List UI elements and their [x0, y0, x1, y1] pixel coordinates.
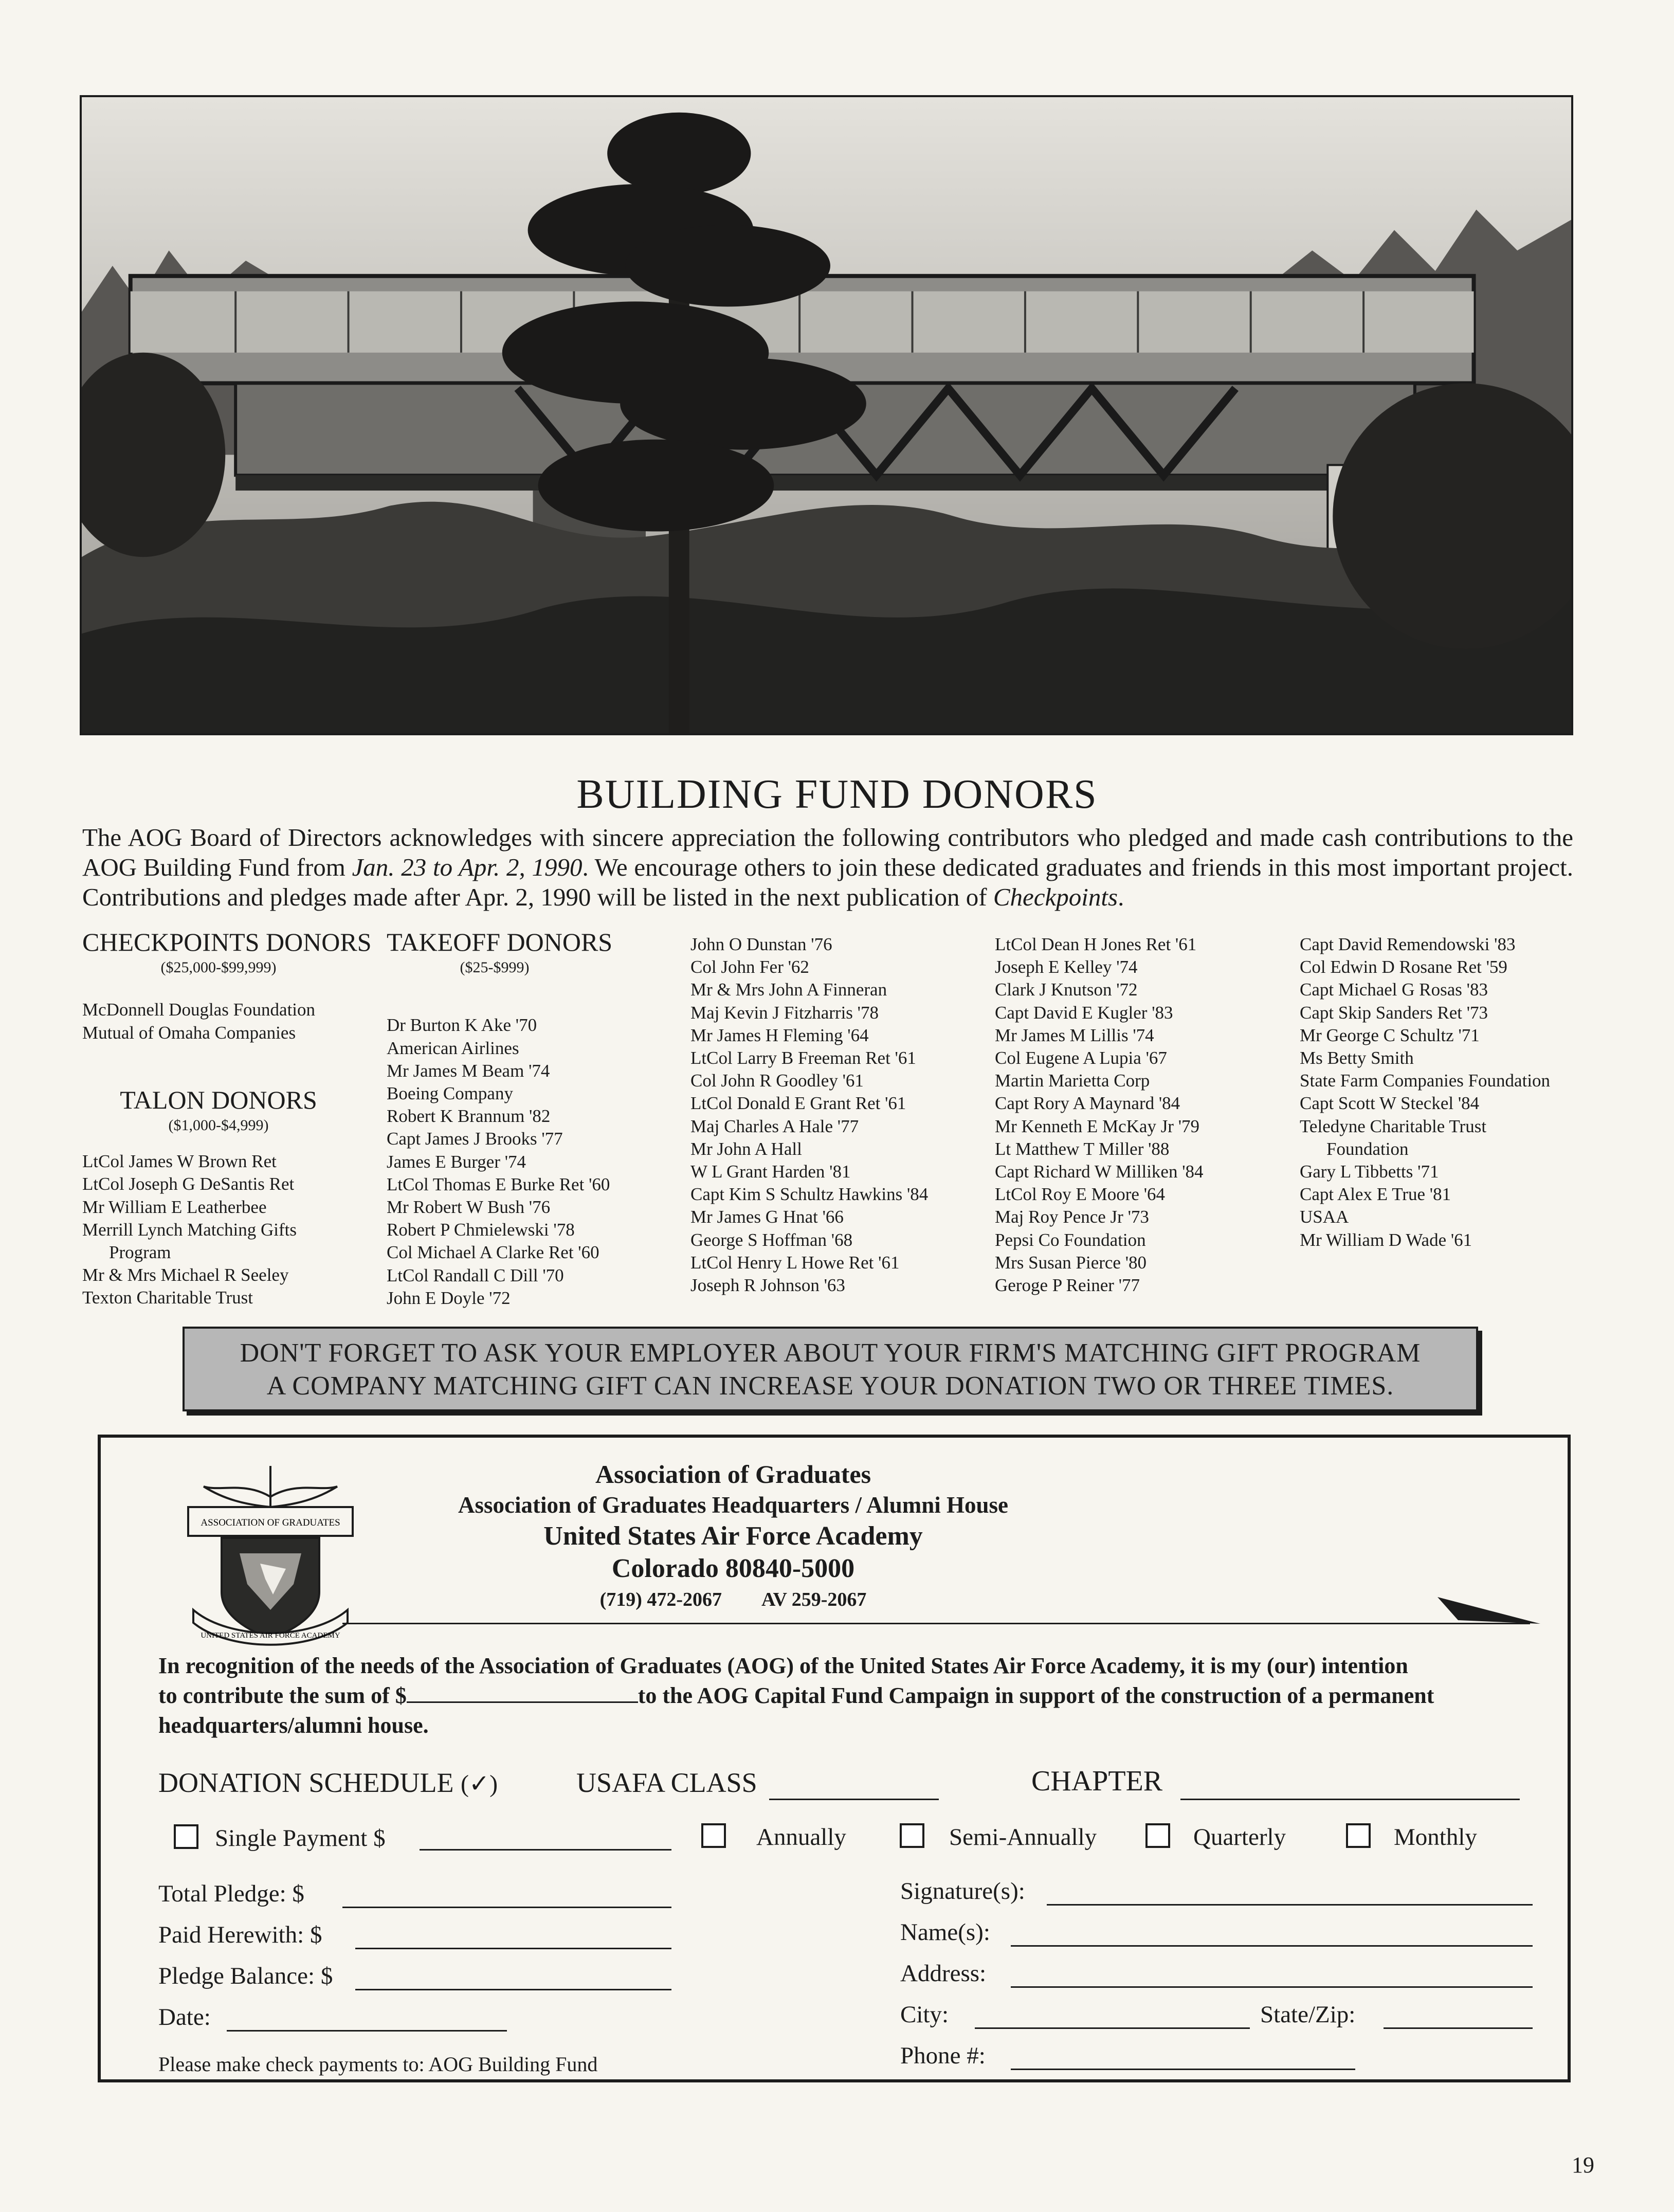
donor-column-3	[690, 933, 978, 1297]
paid-herewith-label: Paid Herewith: $	[158, 1921, 322, 1948]
monthly-checkbox[interactable]	[1346, 1823, 1371, 1848]
list-item: Joseph E Kelley '74	[995, 957, 1138, 977]
pledge-line-2a: to contribute the sum of $	[158, 1683, 407, 1708]
list-item: Pepsi Co Foundation	[995, 1229, 1146, 1250]
list-item: Maj Kevin J Fitzharris '78	[690, 1002, 879, 1023]
list-item: LtCol Thomas E Burke Ret '60	[387, 1174, 610, 1194]
list-item: Mrs Susan Pierce '80	[995, 1252, 1147, 1273]
list-item: LtCol Henry L Howe Ret '61	[690, 1252, 900, 1273]
list-item: Col Edwin D Rosane Ret '59	[1300, 957, 1507, 977]
pledge-amount-field[interactable]	[407, 1681, 638, 1703]
intro-text-2: . We encourage others to join these dedicated graduates and friends in this most important project. Contributions and pledges made after Apr. 2, 1990 will be listed in the next publication of	[82, 853, 1574, 911]
org-academy: United States Air Force Academy	[543, 1521, 923, 1551]
seal-bottom-text: UNITED STATES AIR FORCE ACADEMY	[201, 1631, 340, 1640]
checkpoints-heading: CHECKPOINTS DONORS	[82, 928, 372, 956]
donor-column-4	[995, 933, 1283, 1297]
takeoff-list-1	[387, 1014, 664, 1310]
total-pledge-label: Total Pledge: $	[158, 1880, 304, 1907]
list-item: Capt Kim S Schultz Hawkins '84	[690, 1184, 929, 1205]
bridge-building-drawing	[82, 97, 1571, 733]
list-item: LtCol Donald E Grant Ret '61	[690, 1093, 906, 1114]
phone-label: Phone #:	[900, 2042, 986, 2069]
pledge-line-1: In recognition of the needs of the Association of Graduates (AOG) of the United States Air Force Academy, it is my (our) intention	[158, 1653, 1408, 1678]
list-item: Maj Roy Pence Jr '73	[995, 1207, 1149, 1227]
list-item: State Farm Companies Foundation	[1300, 1071, 1551, 1091]
state-zip-field[interactable]	[1384, 2027, 1533, 2029]
list-item: Robert K Brannum '82	[387, 1106, 551, 1127]
talon-heading: TALON DONORS	[120, 1085, 317, 1114]
list-item: Mr John A Hall	[690, 1138, 802, 1159]
list-item: LtCol Roy E Moore '64	[995, 1184, 1166, 1205]
semi-annually-checkbox[interactable]	[900, 1823, 924, 1848]
list-item: James E Burger '74	[387, 1151, 526, 1172]
city-label: City:	[900, 2001, 949, 2028]
list-item: LtCol Dean H Jones Ret '61	[995, 934, 1197, 954]
org-av-phone: AV 259-2067	[761, 1589, 867, 1610]
donor-column-2	[387, 928, 664, 1310]
org-name: Association of Graduates	[595, 1460, 871, 1489]
checkpoints-range: ($25,000-$99,999)	[160, 959, 277, 976]
list-item: LtCol Larry B Freeman Ret '61	[690, 1048, 916, 1068]
list-item: LtCol Joseph G DeSantis Ret	[82, 1174, 295, 1194]
donation-schedule-title: DONATION SCHEDULE	[158, 1767, 454, 1798]
list-item: Robert P Chmielewski '78	[387, 1220, 575, 1240]
donor-column-5	[1300, 933, 1598, 1252]
list-item: Col John R Goodley '61	[690, 1071, 864, 1091]
pledge-form	[98, 1435, 1571, 2082]
list-item: Mr William D Wade '61	[1300, 1229, 1472, 1250]
page-title: BUILDING FUND DONORS	[576, 772, 1098, 817]
org-subtitle: Association of Graduates Headquarters / Alumni House	[458, 1492, 1009, 1518]
intro-publication: Checkpoints	[993, 883, 1118, 911]
takeoff-range: ($25-$999)	[460, 959, 530, 976]
list-item: George S Hoffman '68	[690, 1229, 853, 1250]
list-item: Capt Rory A Maynard '84	[995, 1093, 1180, 1114]
usafa-class-field[interactable]	[769, 1799, 939, 1800]
list-item: Capt Alex E True '81	[1300, 1184, 1451, 1205]
total-pledge-field[interactable]	[342, 1907, 671, 1908]
list-item: Boeing Company	[387, 1083, 513, 1104]
matching-gift-line-2: A COMPANY MATCHING GIFT CAN INCREASE YOUR DONATION TWO OR THREE TIMES.	[266, 1371, 1394, 1401]
city-field[interactable]	[975, 2027, 1250, 2029]
list-item: John O Dunstan '76	[690, 934, 832, 954]
single-payment-checkbox[interactable]	[174, 1824, 198, 1849]
org-address	[450, 1458, 1016, 1615]
names-field[interactable]	[1011, 1945, 1533, 1947]
list-item: Mr James G Hnat '66	[690, 1207, 844, 1227]
chapter-field[interactable]	[1180, 1799, 1520, 1800]
list-item: Texton Charitable Trust	[82, 1288, 253, 1308]
list-item: Mr James M Lillis '74	[995, 1025, 1154, 1045]
list-item: Col Eugene A Lupia '67	[995, 1048, 1167, 1068]
list-item: Martin Marietta Corp	[995, 1071, 1150, 1091]
signature-field[interactable]	[1047, 1904, 1533, 1906]
check-payment-note: Please make check payments to: AOG Building Fund	[158, 2053, 598, 2076]
names-label: Name(s):	[900, 1919, 990, 1946]
list-item: Capt Michael G Rosas '83	[1300, 980, 1488, 1000]
quarterly-checkbox[interactable]	[1145, 1823, 1170, 1848]
intro-text-1: The AOG Board of Directors acknowledges with sincere appreciation the following contributors who pledged and made cash contributions to the AOG Building Fund from	[82, 823, 1573, 881]
list-item: Capt Scott W Steckel '84	[1300, 1093, 1480, 1114]
list-item: USAA	[1300, 1207, 1349, 1227]
list-item: Mr Robert W Bush '76	[387, 1197, 551, 1218]
arrow-icon	[1438, 1592, 1540, 1628]
phone-field[interactable]	[1011, 2069, 1355, 2070]
list-item: Capt James J Brooks '77	[387, 1129, 563, 1149]
list-item: Clark J Knutson '72	[995, 980, 1138, 1000]
list-item: John E Doyle '72	[387, 1288, 511, 1308]
list-item: W L Grant Harden '81	[690, 1162, 851, 1182]
pledge-line-2b: to the AOG Capital Fund Campaign in support of the construction of a permanent	[638, 1683, 1434, 1708]
seal-top-text: ASSOCIATION OF GRADUATES	[201, 1517, 340, 1528]
org-phone: (719) 472-2067	[599, 1589, 722, 1610]
list-item: Program	[109, 1242, 171, 1263]
list-item: American Airlines	[387, 1038, 519, 1058]
monthly-label: Monthly	[1394, 1824, 1477, 1851]
pledge-balance-field[interactable]	[355, 1989, 671, 1990]
address-label: Address:	[900, 1960, 987, 1987]
quarterly-label: Quarterly	[1193, 1824, 1286, 1851]
takeoff-heading: TAKEOFF DONORS	[387, 928, 613, 956]
paid-herewith-field[interactable]	[355, 1948, 671, 1949]
pledge-statement	[158, 1651, 1516, 1740]
intro-paragraph	[82, 823, 1573, 912]
donation-schedule-label	[158, 1767, 498, 1799]
list-item: Joseph R Johnson '63	[690, 1275, 845, 1296]
list-item: Mr James M Beam '74	[387, 1060, 550, 1081]
pledge-balance-label: Pledge Balance: $	[158, 1963, 333, 1989]
annually-checkbox[interactable]	[701, 1823, 726, 1848]
list-item: Col John Fer '62	[690, 957, 809, 977]
list-item: Capt Richard W Milliken '84	[995, 1162, 1204, 1182]
aog-seal	[183, 1461, 358, 1646]
list-item: Mr William E Leatherbee	[82, 1196, 267, 1217]
checkmark-icon: (✓)	[460, 1770, 498, 1798]
list-item: Mr Kenneth E McKay Jr '79	[995, 1116, 1200, 1136]
list-item: Gary L Tibbetts '71	[1300, 1162, 1439, 1182]
list-item: LtCol Randall C Dill '70	[387, 1265, 564, 1285]
list-item: Col Michael A Clarke Ret '60	[387, 1242, 599, 1263]
header-rule	[342, 1623, 1530, 1624]
building-illustration	[80, 95, 1573, 735]
address-field[interactable]	[1011, 1986, 1533, 1988]
single-payment-label: Single Payment $	[215, 1825, 386, 1852]
list-item: Mr James H Fleming '64	[690, 1025, 869, 1045]
list-item: Capt Skip Sanders Ret '73	[1300, 1002, 1488, 1023]
chapter-label: CHAPTER	[1031, 1765, 1163, 1797]
matching-gift-notice	[183, 1327, 1478, 1411]
list-item: Dr Burton K Ake '70	[387, 1015, 537, 1036]
list-item: Geroge P Reiner '77	[995, 1275, 1140, 1296]
list-item: Mr & Mrs Michael R Seeley	[82, 1265, 289, 1285]
list-item: Maj Charles A Hale '77	[690, 1116, 859, 1136]
list-item: LtCol James W Brown Ret	[82, 1151, 277, 1172]
page-number: 19	[1572, 2152, 1594, 2178]
intro-dates: Jan. 23 to Apr. 2, 1990	[352, 853, 583, 881]
list-item: Capt David Remendowski '83	[1300, 934, 1516, 954]
date-field[interactable]	[227, 2030, 507, 2032]
pledge-line-3: headquarters/alumni house.	[158, 1713, 429, 1738]
seal-graphic	[183, 1461, 358, 1646]
list-item: McDonnell Douglas Foundation	[82, 1000, 316, 1020]
single-payment-field[interactable]	[420, 1849, 671, 1851]
annually-label: Annually	[756, 1824, 846, 1851]
list-item: Mutual of Omaha Companies	[82, 1022, 296, 1043]
signature-label: Signature(s):	[900, 1878, 1025, 1905]
list-item: Teledyne Charitable Trust	[1300, 1116, 1487, 1136]
org-location: Colorado 80840-5000	[611, 1554, 855, 1583]
list-item: Capt David E Kugler '83	[995, 1002, 1173, 1023]
semi-annually-label: Semi-Annually	[949, 1824, 1097, 1851]
list-item: Lt Matthew T Miller '88	[995, 1138, 1170, 1159]
list-item: Merrill Lynch Matching Gifts	[82, 1219, 297, 1240]
checkpoints-list	[82, 999, 355, 1044]
list-item: Mr & Mrs John A Finneran	[690, 980, 887, 1000]
usafa-class-label: USAFA CLASS	[576, 1767, 757, 1798]
list-item: Mr George C Schultz '71	[1300, 1025, 1480, 1045]
talon-range: ($1,000-$4,999)	[168, 1117, 269, 1134]
state-zip-label: State/Zip:	[1260, 2001, 1356, 2028]
intro-text-3: .	[1118, 883, 1124, 911]
list-item: Ms Betty Smith	[1300, 1048, 1414, 1068]
donor-column-1	[82, 928, 372, 1310]
talon-list	[82, 1150, 355, 1309]
list-item: Foundation	[1326, 1138, 1409, 1159]
matching-gift-line-1: DON'T FORGET TO ASK YOUR EMPLOYER ABOUT YOUR FIRM'S MATCHING GIFT PROGRAM	[240, 1338, 1421, 1368]
date-label: Date:	[158, 2004, 211, 2030]
